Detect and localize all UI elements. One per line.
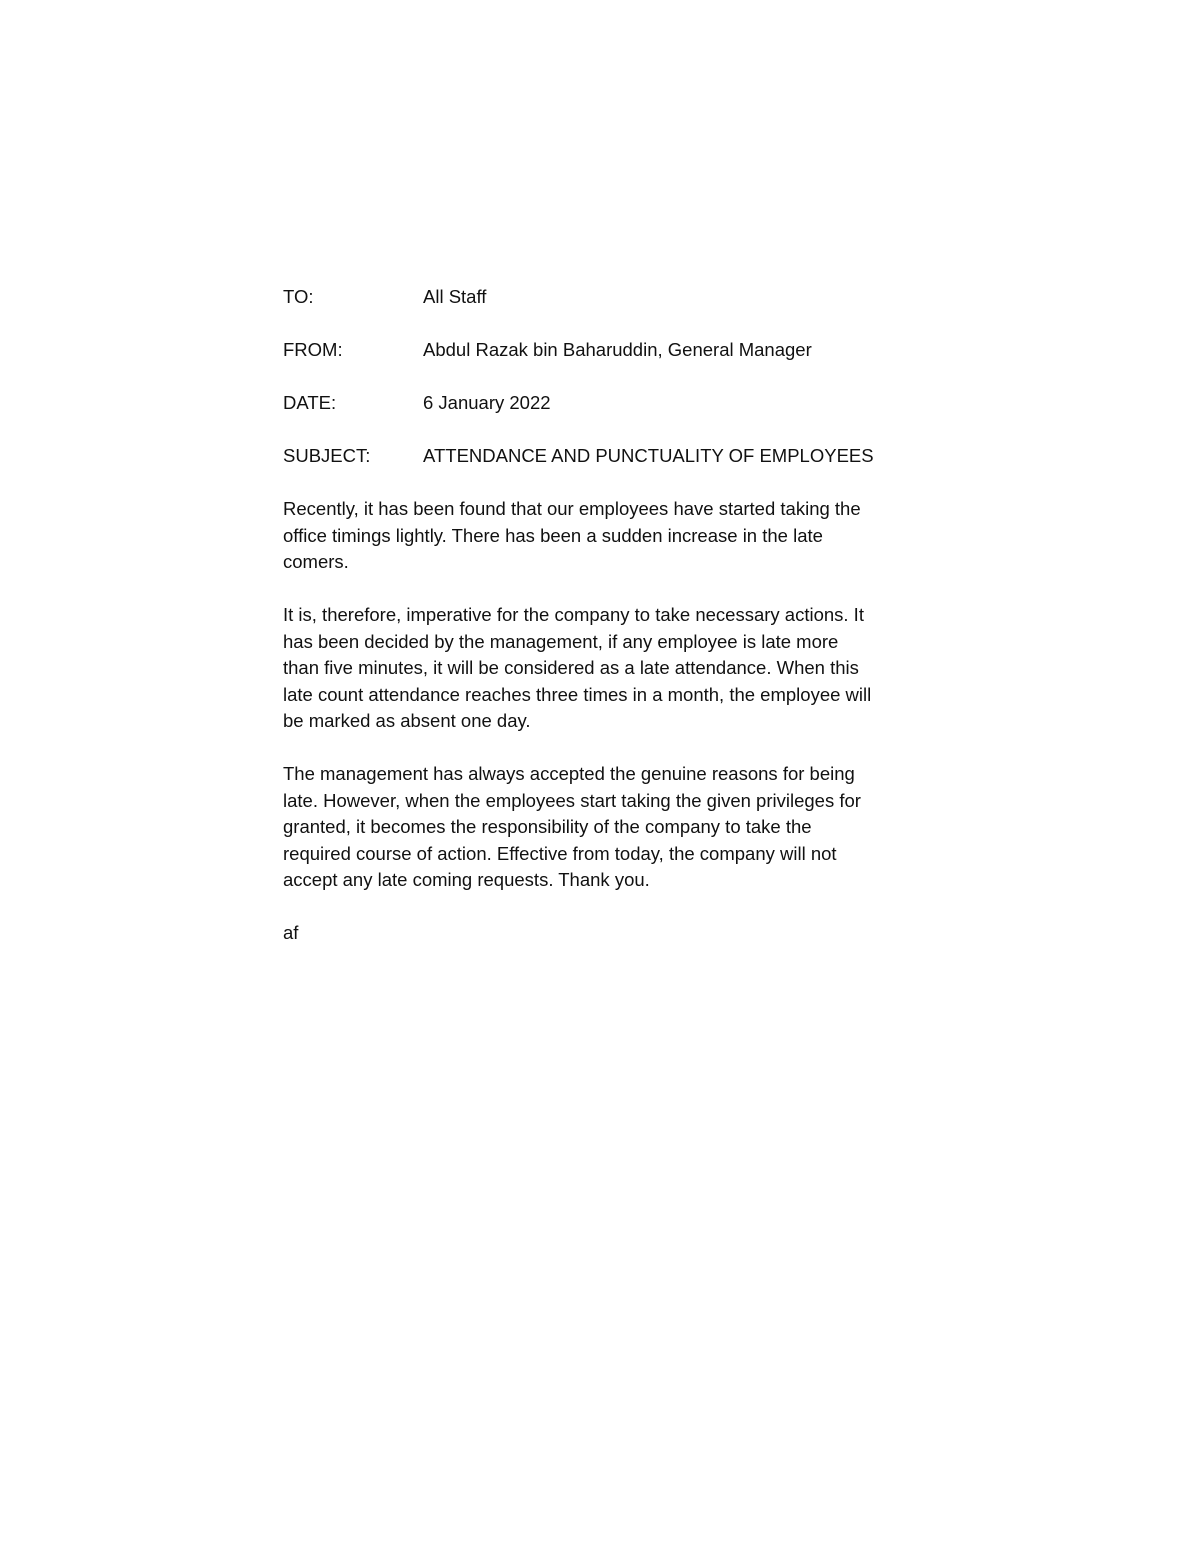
paragraph-line: accept any late coming requests. Thank you. [283,869,650,890]
subject-label: SUBJECT: [283,445,371,466]
paragraph-line: late. However, when the employees start taking the given privileges for [283,789,861,811]
body-paragraph-2 [283,602,923,735]
date-row [283,390,933,417]
paragraph-line: comers. [283,551,349,572]
from-value: Abdul Razak bin Baharuddin, General Manager [423,339,812,360]
paragraph-line: has been decided by the management, if any employee is late more [283,630,839,652]
to-label: TO: [283,286,314,307]
paragraph-line: The management has always accepted the genuine reasons for being [283,763,855,784]
paragraph-line: be marked as absent one day. [283,710,531,731]
subject-row [283,443,933,470]
paragraph-line: Recently, it has been found that our employees have started taking the [283,498,861,519]
body-paragraph-1 [283,496,923,576]
date-label: DATE: [283,392,337,413]
paragraph-line: late count attendance reaches three times in a month, the employee will [283,683,872,705]
to-value: All Staff [423,286,487,307]
paragraph-line: than five minutes, it will be considered as a late attendance. When this [283,657,859,678]
date-value: 6 January 2022 [423,392,551,413]
author-initials: af [283,922,299,943]
subject-value: ATTENDANCE AND PUNCTUALITY OF EMPLOYEES [423,445,874,466]
paragraph-line: granted, it becomes the responsibility of the company to take the [283,816,812,837]
from-label: FROM: [283,339,343,360]
paragraph-line: It is, therefore, imperative for the company to take necessary actions. It [283,604,864,625]
from-row [283,337,933,364]
paragraph-line: required course of action. Effective from today, the company will not [283,842,837,864]
memo [283,284,933,947]
to-row [283,284,933,311]
paragraph-line: office timings lightly. There has been a sudden increase in the late [283,524,823,546]
body-paragraph-3 [283,761,923,894]
